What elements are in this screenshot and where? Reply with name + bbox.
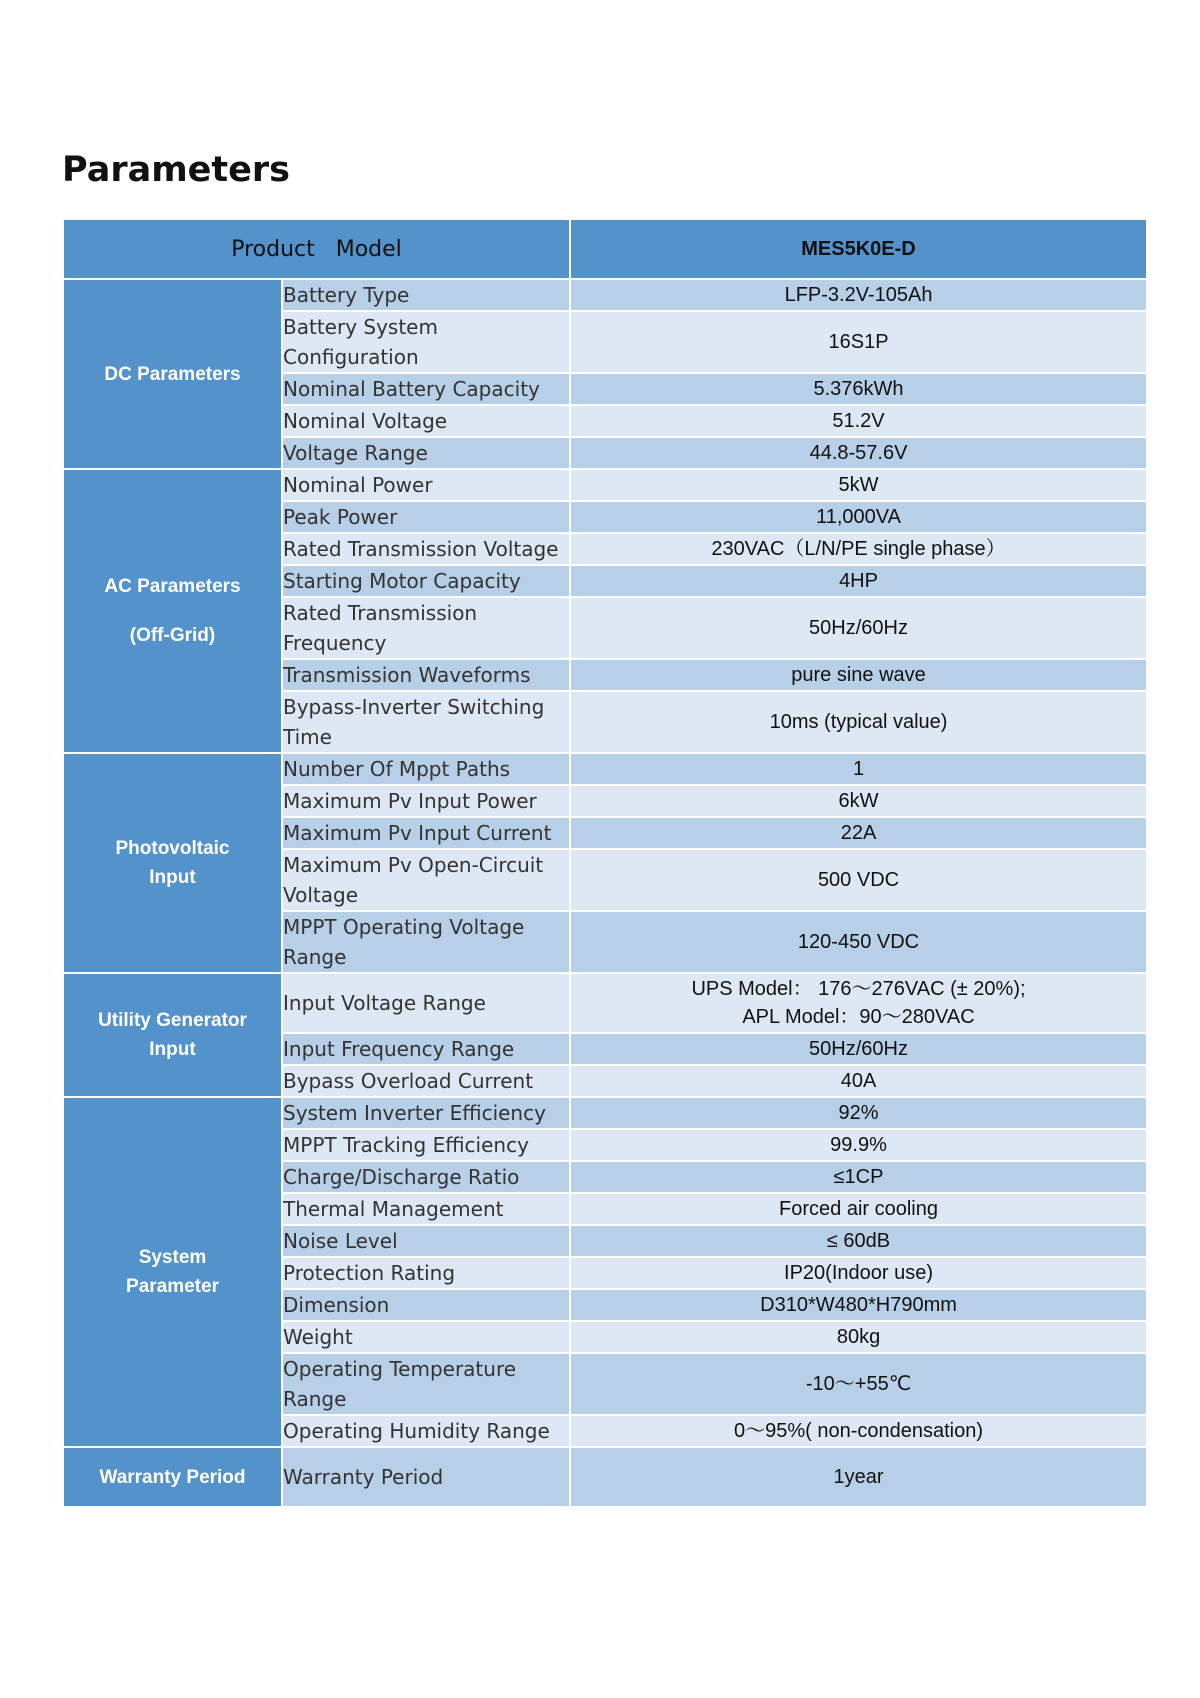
table-row: [63, 1447, 1147, 1507]
row-label: Dimension: [282, 1289, 570, 1321]
row-label: Number Of Mppt Paths: [282, 753, 570, 785]
table-row: [63, 1097, 1147, 1129]
row-label: Protection Rating: [282, 1257, 570, 1289]
row-value: 500 VDC: [570, 849, 1147, 911]
row-label: Input Frequency Range: [282, 1033, 570, 1065]
row-label: Peak Power: [282, 501, 570, 533]
row-value: 50Hz/60Hz: [570, 1033, 1147, 1065]
category-photovoltaic-input: Photovoltaic Input: [63, 753, 282, 973]
row-value: 0～95%( non-condensation): [570, 1415, 1147, 1447]
category-dc-parameters: DC Parameters: [63, 279, 282, 469]
row-value: D310*W480*H790mm: [570, 1289, 1147, 1321]
row-value: 1year: [570, 1447, 1147, 1507]
row-value: 1: [570, 753, 1147, 785]
row-value: 51.2V: [570, 405, 1147, 437]
row-label: Voltage Range: [282, 437, 570, 469]
row-value: 10ms (typical value): [570, 691, 1147, 753]
row-value: pure sine wave: [570, 659, 1147, 691]
row-label: Thermal Management: [282, 1193, 570, 1225]
row-value: 50Hz/60Hz: [570, 597, 1147, 659]
row-label: Weight: [282, 1321, 570, 1353]
row-label: Maximum Pv Open-Circuit Voltage: [282, 849, 570, 911]
row-value: 92%: [570, 1097, 1147, 1129]
row-label: Battery System Configuration: [282, 311, 570, 373]
row-label: Warranty Period: [282, 1447, 570, 1507]
product-model-label: Product Model: [63, 219, 570, 279]
row-value: 4HP: [570, 565, 1147, 597]
ups-model-value: UPS Model： 176～276VAC (± 20%);: [691, 978, 1026, 1000]
row-value: 5.376kWh: [570, 373, 1147, 405]
row-label: Operating Temperature Range: [282, 1353, 570, 1415]
row-value: 16S1P: [570, 311, 1147, 373]
row-value: 5kW: [570, 469, 1147, 501]
row-label: Rated Transmission Frequency: [282, 597, 570, 659]
row-value: [570, 973, 1147, 1033]
row-value: 120-450 VDC: [570, 911, 1147, 973]
row-value: LFP-3.2V-105Ah: [570, 279, 1147, 311]
category-warranty-period: Warranty Period: [63, 1447, 282, 1507]
row-value: ≤1CP: [570, 1161, 1147, 1193]
row-label: Noise Level: [282, 1225, 570, 1257]
row-label: Rated Transmission Voltage: [282, 533, 570, 565]
category-ac-line1: AC Parameters: [104, 576, 241, 597]
row-label: Bypass-Inverter Switching Time: [282, 691, 570, 753]
header-row: [63, 219, 1147, 279]
row-label: MPPT Tracking Efficiency: [282, 1129, 570, 1161]
row-value: 6kW: [570, 785, 1147, 817]
category-ac-parameters: [63, 469, 282, 753]
row-label: Starting Motor Capacity: [282, 565, 570, 597]
row-label: Battery Type: [282, 279, 570, 311]
row-label: Transmission Waveforms: [282, 659, 570, 691]
row-value: 11,000VA: [570, 501, 1147, 533]
row-label: Operating Humidity Range: [282, 1415, 570, 1447]
row-label: Bypass Overload Current: [282, 1065, 570, 1097]
row-value: 99.9%: [570, 1129, 1147, 1161]
row-label: Nominal Voltage: [282, 405, 570, 437]
row-label: Nominal Battery Capacity: [282, 373, 570, 405]
page-title: Parameters: [62, 150, 290, 190]
row-value: 22A: [570, 817, 1147, 849]
row-value: 44.8-57.6V: [570, 437, 1147, 469]
row-label: Maximum Pv Input Current: [282, 817, 570, 849]
row-label: Input Voltage Range: [282, 973, 570, 1033]
category-utility-generator-input: Utility Generator Input: [63, 973, 282, 1097]
product-model-value: MES5K0E-D: [570, 219, 1147, 279]
row-label: Maximum Pv Input Power: [282, 785, 570, 817]
row-value: 80kg: [570, 1321, 1147, 1353]
row-value: Forced air cooling: [570, 1193, 1147, 1225]
row-value: 40A: [570, 1065, 1147, 1097]
table-row: [63, 279, 1147, 311]
apl-model-value: APL Model：90～280VAC: [742, 1006, 975, 1028]
row-label: System Inverter Efficiency: [282, 1097, 570, 1129]
row-value: IP20(Indoor use): [570, 1257, 1147, 1289]
row-label: Charge/Discharge Ratio: [282, 1161, 570, 1193]
table-row: [63, 469, 1147, 501]
table-row: [63, 973, 1147, 1033]
row-value: 230VAC（L/N/PE single phase）: [570, 533, 1147, 565]
row-label: MPPT Operating Voltage Range: [282, 911, 570, 973]
table-row: [63, 753, 1147, 785]
spec-table: [62, 218, 1148, 1508]
row-label: Nominal Power: [282, 469, 570, 501]
category-ac-line2: (Off-Grid): [129, 625, 216, 646]
row-value: ≤ 60dB: [570, 1225, 1147, 1257]
row-value: -10～+55℃: [570, 1353, 1147, 1415]
category-system-parameter: System Parameter: [63, 1097, 282, 1447]
